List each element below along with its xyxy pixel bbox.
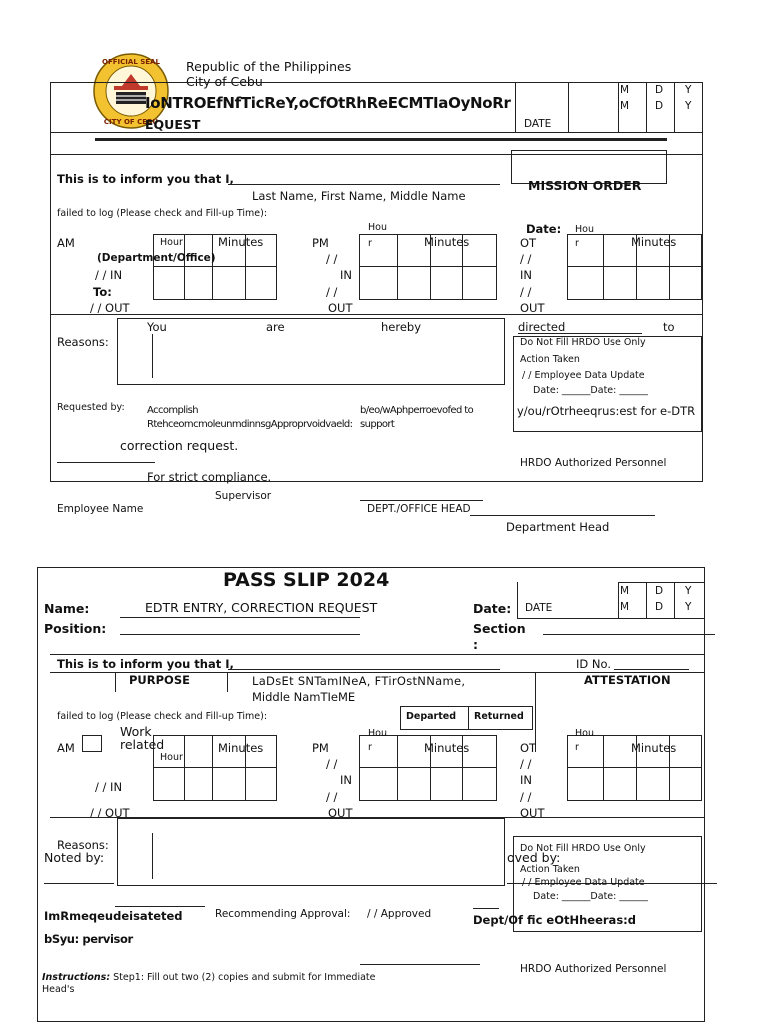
bot-ot-in: IN bbox=[520, 773, 532, 787]
top-date-date: Date: ______Date: ______ bbox=[533, 385, 648, 396]
bot-returned: Returned bbox=[474, 711, 524, 722]
bot-garbled-name: LaDsEt SNTamINeA, FTirOstNName, bbox=[252, 674, 466, 688]
top-strict: For strict compliance. bbox=[147, 470, 272, 484]
top-pm-r: r bbox=[368, 238, 372, 249]
bot-am-out: / / OUT bbox=[90, 806, 130, 820]
bot-approved-by: oved by: bbox=[507, 850, 561, 865]
bot-instructions-text: Step1: Fill out two (2) copies and submit for Immediate Head's bbox=[42, 972, 376, 995]
bot-pm-label: PM bbox=[312, 741, 329, 755]
top-are: are bbox=[266, 320, 285, 334]
top-am-out: / / OUT bbox=[90, 301, 130, 315]
top-you: You bbox=[147, 320, 167, 334]
bot-departed: Departed bbox=[406, 711, 457, 722]
top-m-label-2: M bbox=[620, 100, 630, 112]
bot-am-hour: Hour bbox=[160, 752, 183, 763]
top-am-label: AM bbox=[57, 236, 75, 250]
top-inform-line: This is to inform you that I, bbox=[57, 172, 234, 186]
bot-instructions bbox=[42, 972, 382, 996]
top-failed-log: failed to log (Please check and Fill-up Time): bbox=[57, 208, 268, 219]
bot-action-taken: Action Taken bbox=[520, 864, 580, 875]
bot-section-label: Section bbox=[473, 621, 526, 636]
top-dept-head-caps: DEPT./OFFICE HEAD bbox=[367, 503, 471, 515]
bot-m-label-2: M bbox=[620, 601, 630, 613]
bot-middle-name: Middle NamTIeME bbox=[252, 690, 356, 704]
bot-ot-label: OT bbox=[520, 741, 537, 755]
top-ot-slash-1: / / bbox=[520, 252, 532, 266]
bot-d-label: D bbox=[655, 585, 664, 597]
top-pm-in: IN bbox=[340, 268, 352, 282]
bot-approved: / / Approved bbox=[367, 908, 432, 920]
bot-immediate: ImRmeqeudeisateted bbox=[44, 909, 183, 923]
bot-am-label: AM bbox=[57, 741, 75, 755]
bot-pm-slash-2: / / bbox=[326, 790, 338, 804]
bot-date-date: Date: ______Date: ______ bbox=[533, 891, 648, 902]
top-ot-r: r bbox=[575, 238, 579, 249]
bot-date-label: Date: bbox=[473, 601, 512, 616]
bot-pm-r: r bbox=[368, 742, 372, 753]
top-am-hour: Hour bbox=[160, 237, 183, 248]
top-pm-minutes: Minutes bbox=[424, 235, 470, 249]
top-correction-request: correction request. bbox=[120, 438, 239, 453]
top-pm-slash-1: / / bbox=[326, 252, 338, 266]
top-am-minutes: Minutes bbox=[218, 235, 264, 249]
bot-pm-hou: Hou bbox=[368, 728, 387, 739]
top-pm-slash-2: / / bbox=[326, 285, 338, 299]
top-name-caption: Last Name, First Name, Middle Name bbox=[252, 189, 466, 203]
bot-date-box: DATE bbox=[525, 602, 553, 614]
bot-emp-update: / / Employee Data Update bbox=[522, 877, 645, 888]
top-pm-hou: Hou bbox=[368, 222, 387, 233]
bot-ot-hou: Hou bbox=[575, 728, 594, 739]
mission-order-label: MISSION ORDER bbox=[528, 178, 642, 193]
bot-noted-by: Noted by: bbox=[44, 850, 105, 865]
top-ot-label: OT bbox=[520, 236, 537, 250]
top-ot-out: OUT bbox=[520, 301, 545, 315]
bot-pm-minutes: Minutes bbox=[424, 741, 470, 755]
top-hrdo-personnel: HRDO Authorized Personnel bbox=[520, 457, 667, 469]
pass-slip-title: PASS SLIP 2024 bbox=[223, 569, 390, 591]
svg-text:CITY OF CEBU: CITY OF CEBU bbox=[103, 118, 159, 126]
bot-y-label: Y bbox=[685, 585, 692, 597]
top-approved-support: b/eo/wAphperroevofed to support bbox=[360, 405, 474, 430]
top-ot-minutes: Minutes bbox=[631, 235, 677, 249]
bot-edtr-text: EDTR ENTRY, CORRECTION REQUEST bbox=[145, 600, 378, 615]
top-to-word: to bbox=[663, 320, 675, 334]
top-ot-hou: Hou bbox=[575, 224, 594, 235]
bot-name-label: Name: bbox=[44, 601, 90, 616]
bot-recommending: Recommending Approval: bbox=[215, 908, 351, 920]
bot-position-label: Position: bbox=[44, 621, 107, 636]
top-ot-slash-2: / / bbox=[520, 285, 532, 299]
bot-work-related: Work related bbox=[120, 724, 165, 752]
bot-pm-out: OUT bbox=[328, 806, 353, 820]
top-reasons-box[interactable] bbox=[117, 318, 505, 385]
top-m-label: M bbox=[620, 84, 630, 96]
svg-text:OFFICIAL SEAL: OFFICIAL SEAL bbox=[102, 58, 160, 66]
bot-inform-line: This is to inform you that I, bbox=[57, 657, 234, 671]
top-department-head: Department Head bbox=[506, 520, 610, 534]
bot-failed-log: failed to log (Please check and Fill-up Time): bbox=[57, 711, 268, 722]
top-d-label: D bbox=[655, 84, 664, 96]
top-date2-label: Date: bbox=[526, 222, 562, 236]
bot-reasons-label: Reasons: bbox=[57, 838, 109, 852]
top-am-in: / / IN bbox=[95, 268, 123, 282]
top-pm-out: OUT bbox=[328, 301, 353, 315]
bot-hrdo-personnel: HRDO Authorized Personnel bbox=[520, 963, 667, 975]
bot-m-label: M bbox=[620, 585, 630, 597]
bot-d-label-2: D bbox=[655, 601, 664, 613]
bot-pm-in: IN bbox=[340, 773, 352, 787]
bot-dept-office-head: Dept/Of fic eOtHheeras:d bbox=[473, 913, 636, 927]
bot-am-checkbox[interactable] bbox=[82, 735, 102, 752]
bot-ot-r: r bbox=[575, 742, 579, 753]
republic-text: Republic of the Philippines bbox=[186, 59, 352, 74]
bot-ot-minutes: Minutes bbox=[631, 741, 677, 755]
bot-am-in: / / IN bbox=[95, 780, 123, 794]
city-text: City of Cebu bbox=[186, 74, 263, 89]
top-date-label: DATE bbox=[524, 118, 552, 130]
top-hereby: hereby bbox=[381, 320, 422, 334]
top-reasons-label: Reasons: bbox=[57, 335, 109, 349]
bot-hrdo-use: Do Not Fill HRDO Use Only bbox=[520, 843, 646, 854]
top-y-label: Y bbox=[685, 84, 692, 96]
top-action-taken: Action Taken bbox=[520, 354, 580, 365]
top-d-label-2: D bbox=[655, 100, 664, 112]
top-emp-update: / / Employee Data Update bbox=[522, 370, 645, 381]
bot-reasons-box[interactable] bbox=[117, 818, 505, 886]
top-other-request: y/ou/rOtrheeqrus:est for e-DTR bbox=[517, 404, 696, 418]
top-ot-in: IN bbox=[520, 268, 532, 282]
bot-ot-slash-2: / / bbox=[520, 790, 532, 804]
bot-id-no: ID No. bbox=[576, 657, 611, 671]
garbled-title-2: EQUEST bbox=[145, 117, 201, 132]
top-employee-name: Employee Name bbox=[57, 503, 144, 515]
bot-supervisor: bSyu: pervisor bbox=[44, 932, 133, 946]
top-requested-by: Requested by: bbox=[57, 402, 125, 413]
bot-purpose: PURPOSE bbox=[129, 673, 190, 687]
top-supervisor: Supervisor bbox=[215, 490, 272, 502]
bot-instructions-label: Instructions: bbox=[42, 972, 111, 983]
top-to-label: To: bbox=[93, 285, 112, 299]
bot-ot-slash-1: / / bbox=[520, 757, 532, 771]
bot-section-colon: : bbox=[473, 637, 478, 652]
bot-y-label-2: Y bbox=[685, 601, 692, 613]
top-hrdo-use: Do Not Fill HRDO Use Only bbox=[520, 337, 646, 348]
top-directed: directed bbox=[518, 320, 566, 334]
top-accomplish: Accomplish RtehceomcmoleunmdinnsgApproprvoidvaeld: bbox=[147, 405, 353, 430]
top-y-label-2: Y bbox=[685, 100, 692, 112]
top-dept-office: (Department/Office) bbox=[97, 252, 216, 264]
bot-attestation: ATTESTATION bbox=[584, 673, 671, 687]
top-pm-label: PM bbox=[312, 236, 329, 250]
bot-ot-out: OUT bbox=[520, 806, 545, 820]
garbled-title: IoNTROEfNfTicReY,oCfOtRhReECMTIaOyNoRr bbox=[145, 94, 511, 112]
bot-am-minutes: Minutes bbox=[218, 741, 264, 755]
bot-pm-slash-1: / / bbox=[326, 757, 338, 771]
